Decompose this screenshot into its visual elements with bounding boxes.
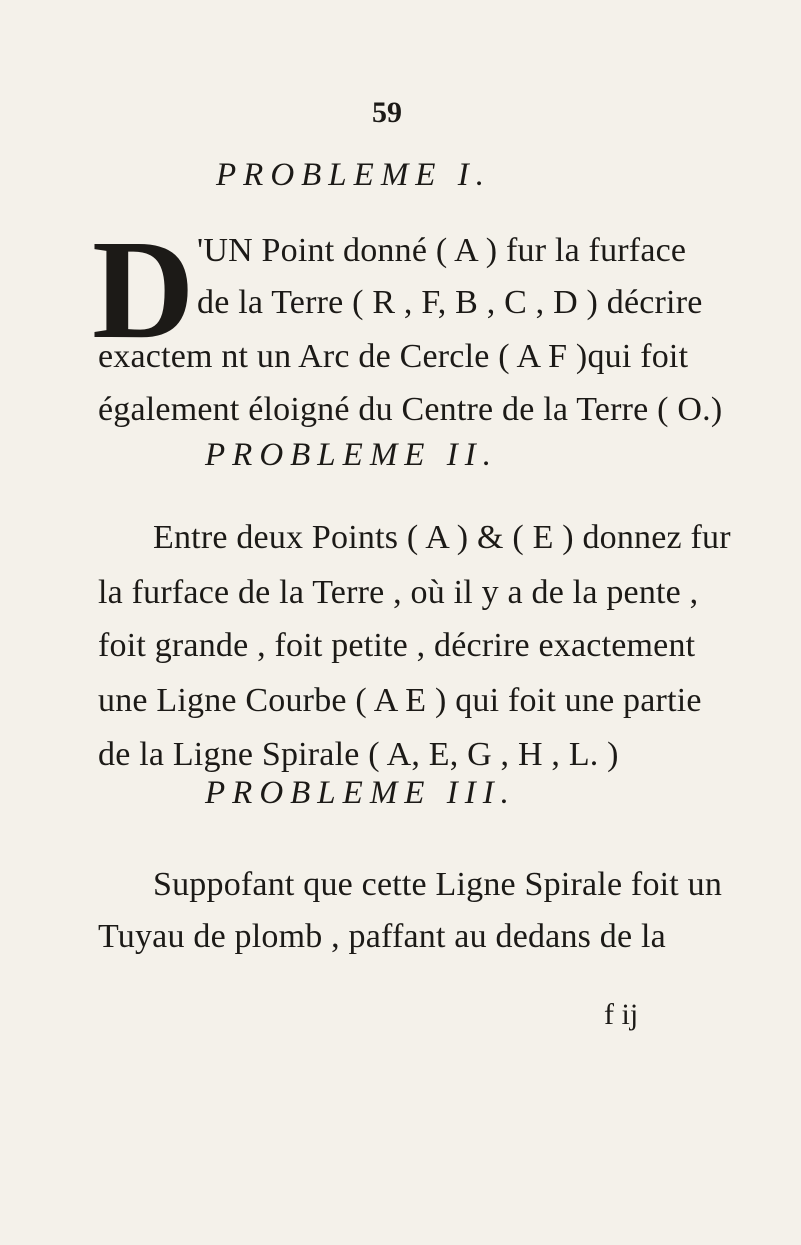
problem-2-line-1: Entre deux Points ( A ) & ( E ) donnez fur	[153, 519, 731, 556]
problem-2-line-3: foit grande , foit petite , décrire exactement	[98, 627, 696, 664]
problem-3-heading: PROBLEME III.	[205, 775, 516, 811]
problem-2-line-2: la furface de la Terre , où il y a de la pente ,	[98, 574, 699, 611]
problem-1-line-1: 'UN Point donné ( A ) fur la furface	[197, 232, 687, 269]
problem-1-line-2: de la Terre ( R , F, B , C , D ) décrire	[197, 284, 703, 321]
problem-1-line-4: également éloigné du Centre de la Terre ( O.)	[98, 391, 723, 428]
signature-mark: f ij	[604, 998, 639, 1031]
problem-2-heading: PROBLEME II.	[205, 437, 498, 473]
problem-3-line-2: Tuyau de plomb , paffant au dedans de la	[98, 918, 666, 955]
problem-2-line-5: de la Ligne Spirale ( A, E, G , H , L. )	[98, 736, 619, 773]
drop-cap: D	[92, 210, 195, 368]
problem-1-heading: PROBLEME I.	[216, 157, 491, 193]
page-number: 59	[372, 96, 402, 129]
problem-3-line-1: Suppofant que cette Ligne Spirale foit un	[153, 866, 723, 903]
problem-2-line-4: une Ligne Courbe ( A E ) qui foit une partie	[98, 682, 702, 719]
problem-1-line-3: exactem nt un Arc de Cercle ( A F )qui foit	[98, 338, 689, 375]
